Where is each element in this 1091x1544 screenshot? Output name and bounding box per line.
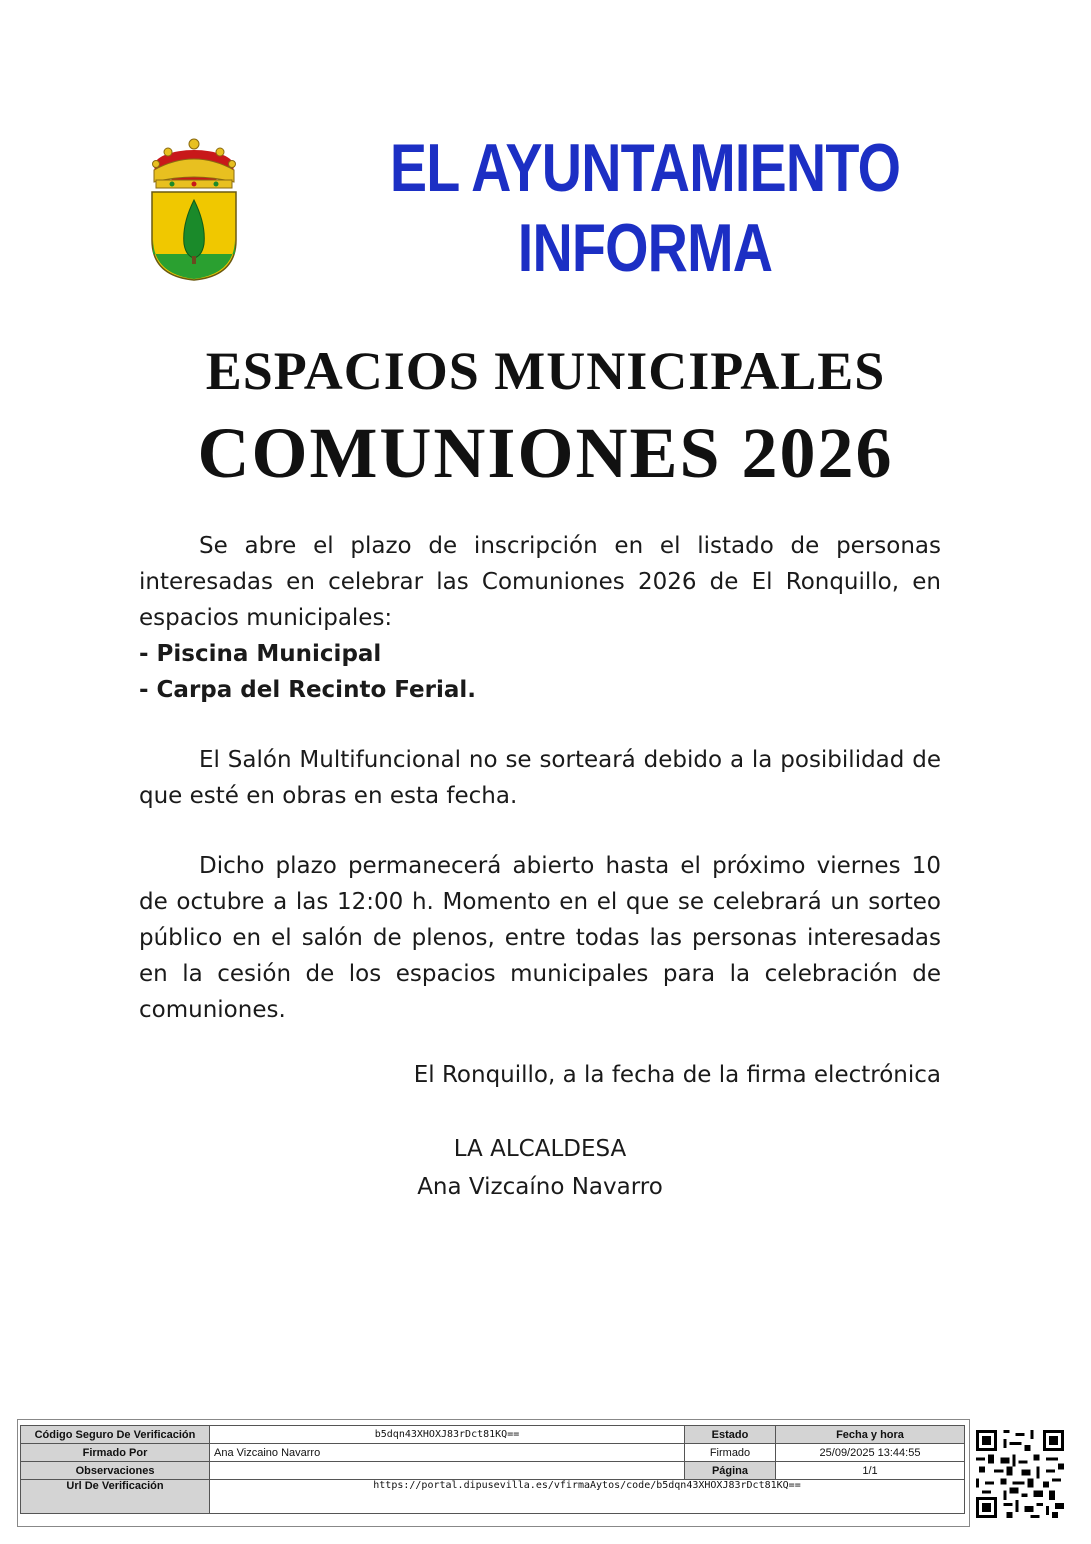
signature-block <box>390 1130 690 1206</box>
coat-of-arms-icon <box>148 136 240 282</box>
paragraph-multifunctional <box>139 742 941 814</box>
paragraph-registration <box>139 528 941 636</box>
venue-list-item: - Carpa del Recinto Ferial. <box>139 677 476 703</box>
table-row <box>21 1480 965 1514</box>
place-date: El Ronquillo, a la fecha de la firma electrónica <box>413 1062 941 1088</box>
table-row <box>21 1444 965 1462</box>
signer-name: Ana Vizcaíno Navarro <box>417 1174 663 1200</box>
datetime-label: Fecha y hora <box>776 1426 965 1444</box>
code-value[interactable]: b5dqn43XHOXJ83rDct81KQ== <box>210 1426 685 1444</box>
venue-list-item: - Piscina Municipal <box>139 641 382 667</box>
headline-communions: COMUNIONES 2026 <box>197 413 894 493</box>
qr-code-icon <box>976 1430 1064 1518</box>
table-row <box>21 1462 965 1480</box>
signed-by-label: Firmado Por <box>21 1444 210 1462</box>
header-title-line2: INFORMA <box>517 210 773 286</box>
code-label: Código Seguro De Verificación <box>21 1426 210 1444</box>
paragraph-deadline-text: Dicho plazo permanecerá abierto hasta el próximo viernes 10 de octubre a las 12:00 h. Momento en el que se celebrará un sorteo público en el salón de plenos, entre todas las personas interesadas en la cesión de los espacios municipales para la celebración de comuniones. <box>139 853 941 1023</box>
url-label: Url De Verificación <box>21 1480 210 1514</box>
observations-label: Observaciones <box>21 1462 210 1480</box>
signer-role: LA ALCALDESA <box>453 1136 627 1162</box>
verification-table <box>20 1425 965 1514</box>
page-label: Página <box>685 1462 776 1480</box>
header-title <box>387 128 904 288</box>
table-row <box>21 1426 965 1444</box>
venue-list <box>139 636 941 708</box>
headline-spaces: ESPACIOS MUNICIPALES <box>205 341 886 401</box>
url-value[interactable]: https://portal.dipusevilla.es/vfirmaAytos/code/b5dqn43XHOXJ83rDct81KQ== <box>210 1480 965 1514</box>
status-value: Firmado <box>685 1444 776 1462</box>
datetime-value: 25/09/2025 13:44:55 <box>776 1444 965 1462</box>
paragraph-deadline <box>139 848 941 1028</box>
status-label: Estado <box>685 1426 776 1444</box>
paragraph-registration-text: Se abre el plazo de inscripción en el listado de personas interesadas en celebrar las Comuniones 2026 de El Ronquillo, en espacios municipales: <box>139 533 941 631</box>
header-title-line1: EL AYUNTAMIENTO <box>389 130 901 206</box>
page-value: 1/1 <box>776 1462 965 1480</box>
signed-by-value: Ana Vizcaino Navarro <box>210 1444 685 1462</box>
observations-value <box>210 1462 685 1480</box>
paragraph-multifunctional-text: El Salón Multifuncional no se sorteará debido a la posibilidad de que esté en obras en esta fecha. <box>139 747 941 809</box>
